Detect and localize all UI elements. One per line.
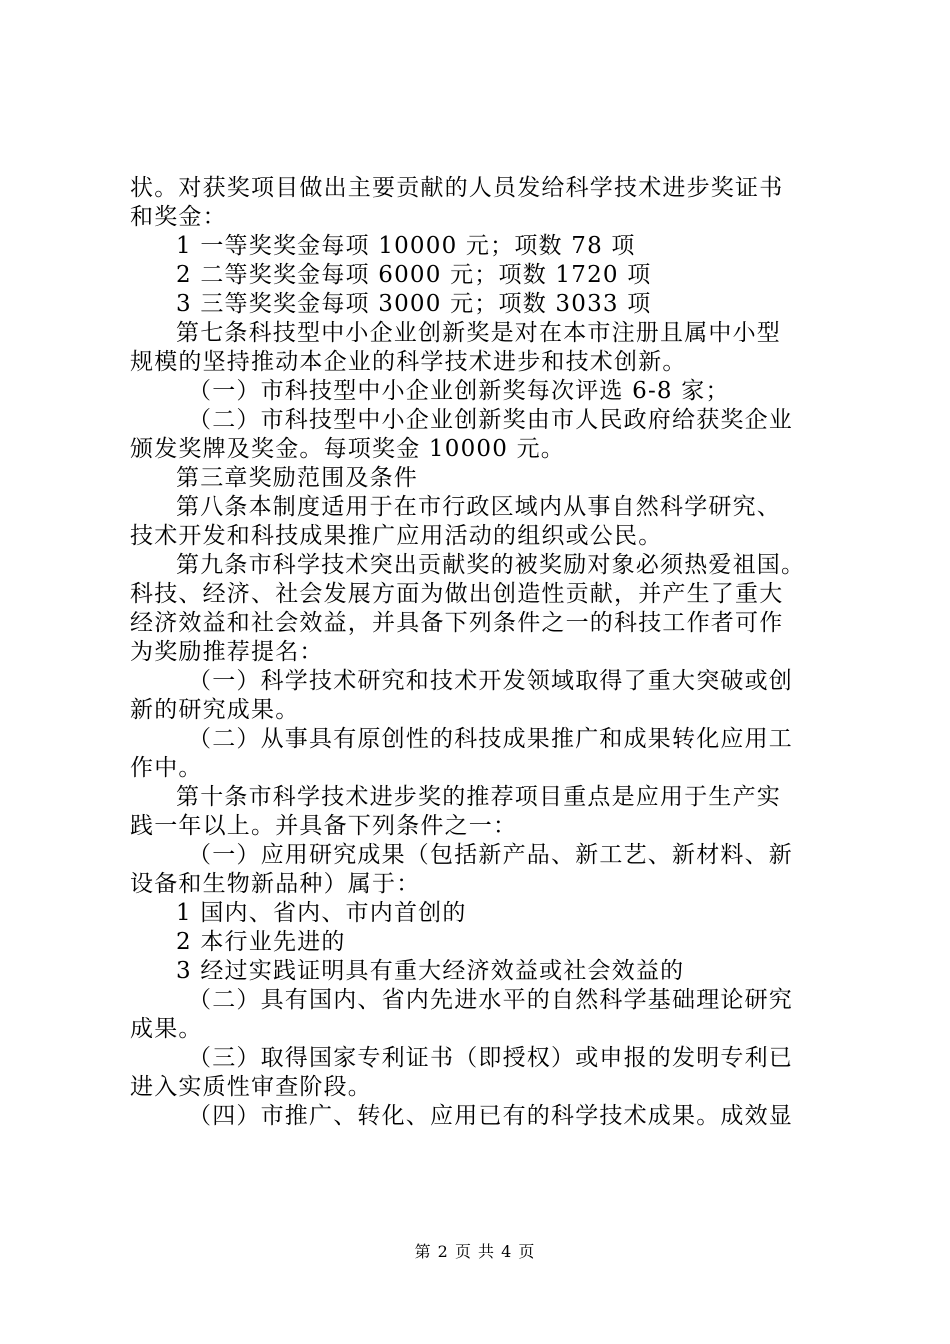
text-line: 成果。 [130,1016,203,1042]
text-line: 第七条科技型中小企业创新奖是对在本市注册且属中小型 [176,320,781,346]
text-line: 技术开发和科技成果推广应用活动的组织或公民。 [130,523,663,549]
text-line: （二）具有国内、省内先进水平的自然科学基础理论研究 [188,987,793,1013]
text-line: 2 二等奖奖金每项 6000 元；项数 1720 项 [176,262,652,288]
text-line: 新的研究成果。 [130,697,300,723]
text-line: 1 一等奖奖金每项 10000 元；项数 78 项 [176,233,636,259]
text-line: 3 三等奖奖金每项 3000 元；项数 3033 项 [176,291,652,317]
text-line: 第十条市科学技术进步奖的推荐项目重点是应用于生产实 [176,784,781,810]
text-line: （三）取得国家专利证书（即授权）或申报的发明专利已 [188,1045,793,1071]
text-line: 第九条市科学技术突出贡献奖的被奖励对象必须热爱祖国。 [176,552,806,578]
text-line: 设备和生物新品种）属于： [130,871,421,897]
text-line: 第八条本制度适用于在市行政区域内从事自然科学研究、 [176,494,781,520]
text-line: 经济效益和社会效益，并具备下列条件之一的科技工作者可作 [130,610,784,636]
text-line: （一）市科技型中小企业创新奖每次评选 6-8 家； [188,378,730,404]
text-line: 和奖金： [130,204,227,230]
text-line: 状。对获奖项目做出主要贡献的人员发给科学技术进步奖证书 [130,175,784,201]
document-body [130,174,830,1131]
text-line: 作中。 [130,755,203,781]
text-line: 1 国内、省内、市内首创的 [176,900,467,926]
text-line: 进入实质性审查阶段。 [130,1074,372,1100]
text-line: 践一年以上。并具备下列条件之一： [130,813,518,839]
text-line: 2 本行业先进的 [176,929,346,955]
text-line: 为奖励推荐提名： [130,639,324,665]
text-line: （二）从事具有原创性的科技成果推广和成果转化应用工 [188,726,793,752]
chapter-heading: 第三章奖励范围及条件 [176,465,418,491]
text-line: （二）市科技型中小企业创新奖由市人民政府给获奖企业 [188,407,793,433]
text-line: 规模的坚持推动本企业的科学技术进步和技术创新。 [130,349,687,375]
page-footer: 第 2 页 共 4 页 [414,1242,536,1261]
text-line: 3 经过实践证明具有重大经济效益或社会效益的 [176,958,685,984]
text-line: （一）科学技术研究和技术开发领域取得了重大突破或创 [188,668,793,694]
text-line: （四）市推广、转化、应用已有的科学技术成果。成效显 [188,1103,793,1129]
text-line: （一）应用研究成果（包括新产品、新工艺、新材料、新 [188,842,793,868]
text-line: 科技、经济、社会发展方面为做出创造性贡献，并产生了重大 [130,581,784,607]
text-line: 颁发奖牌及奖金。每项奖金 10000 元。 [130,436,565,462]
